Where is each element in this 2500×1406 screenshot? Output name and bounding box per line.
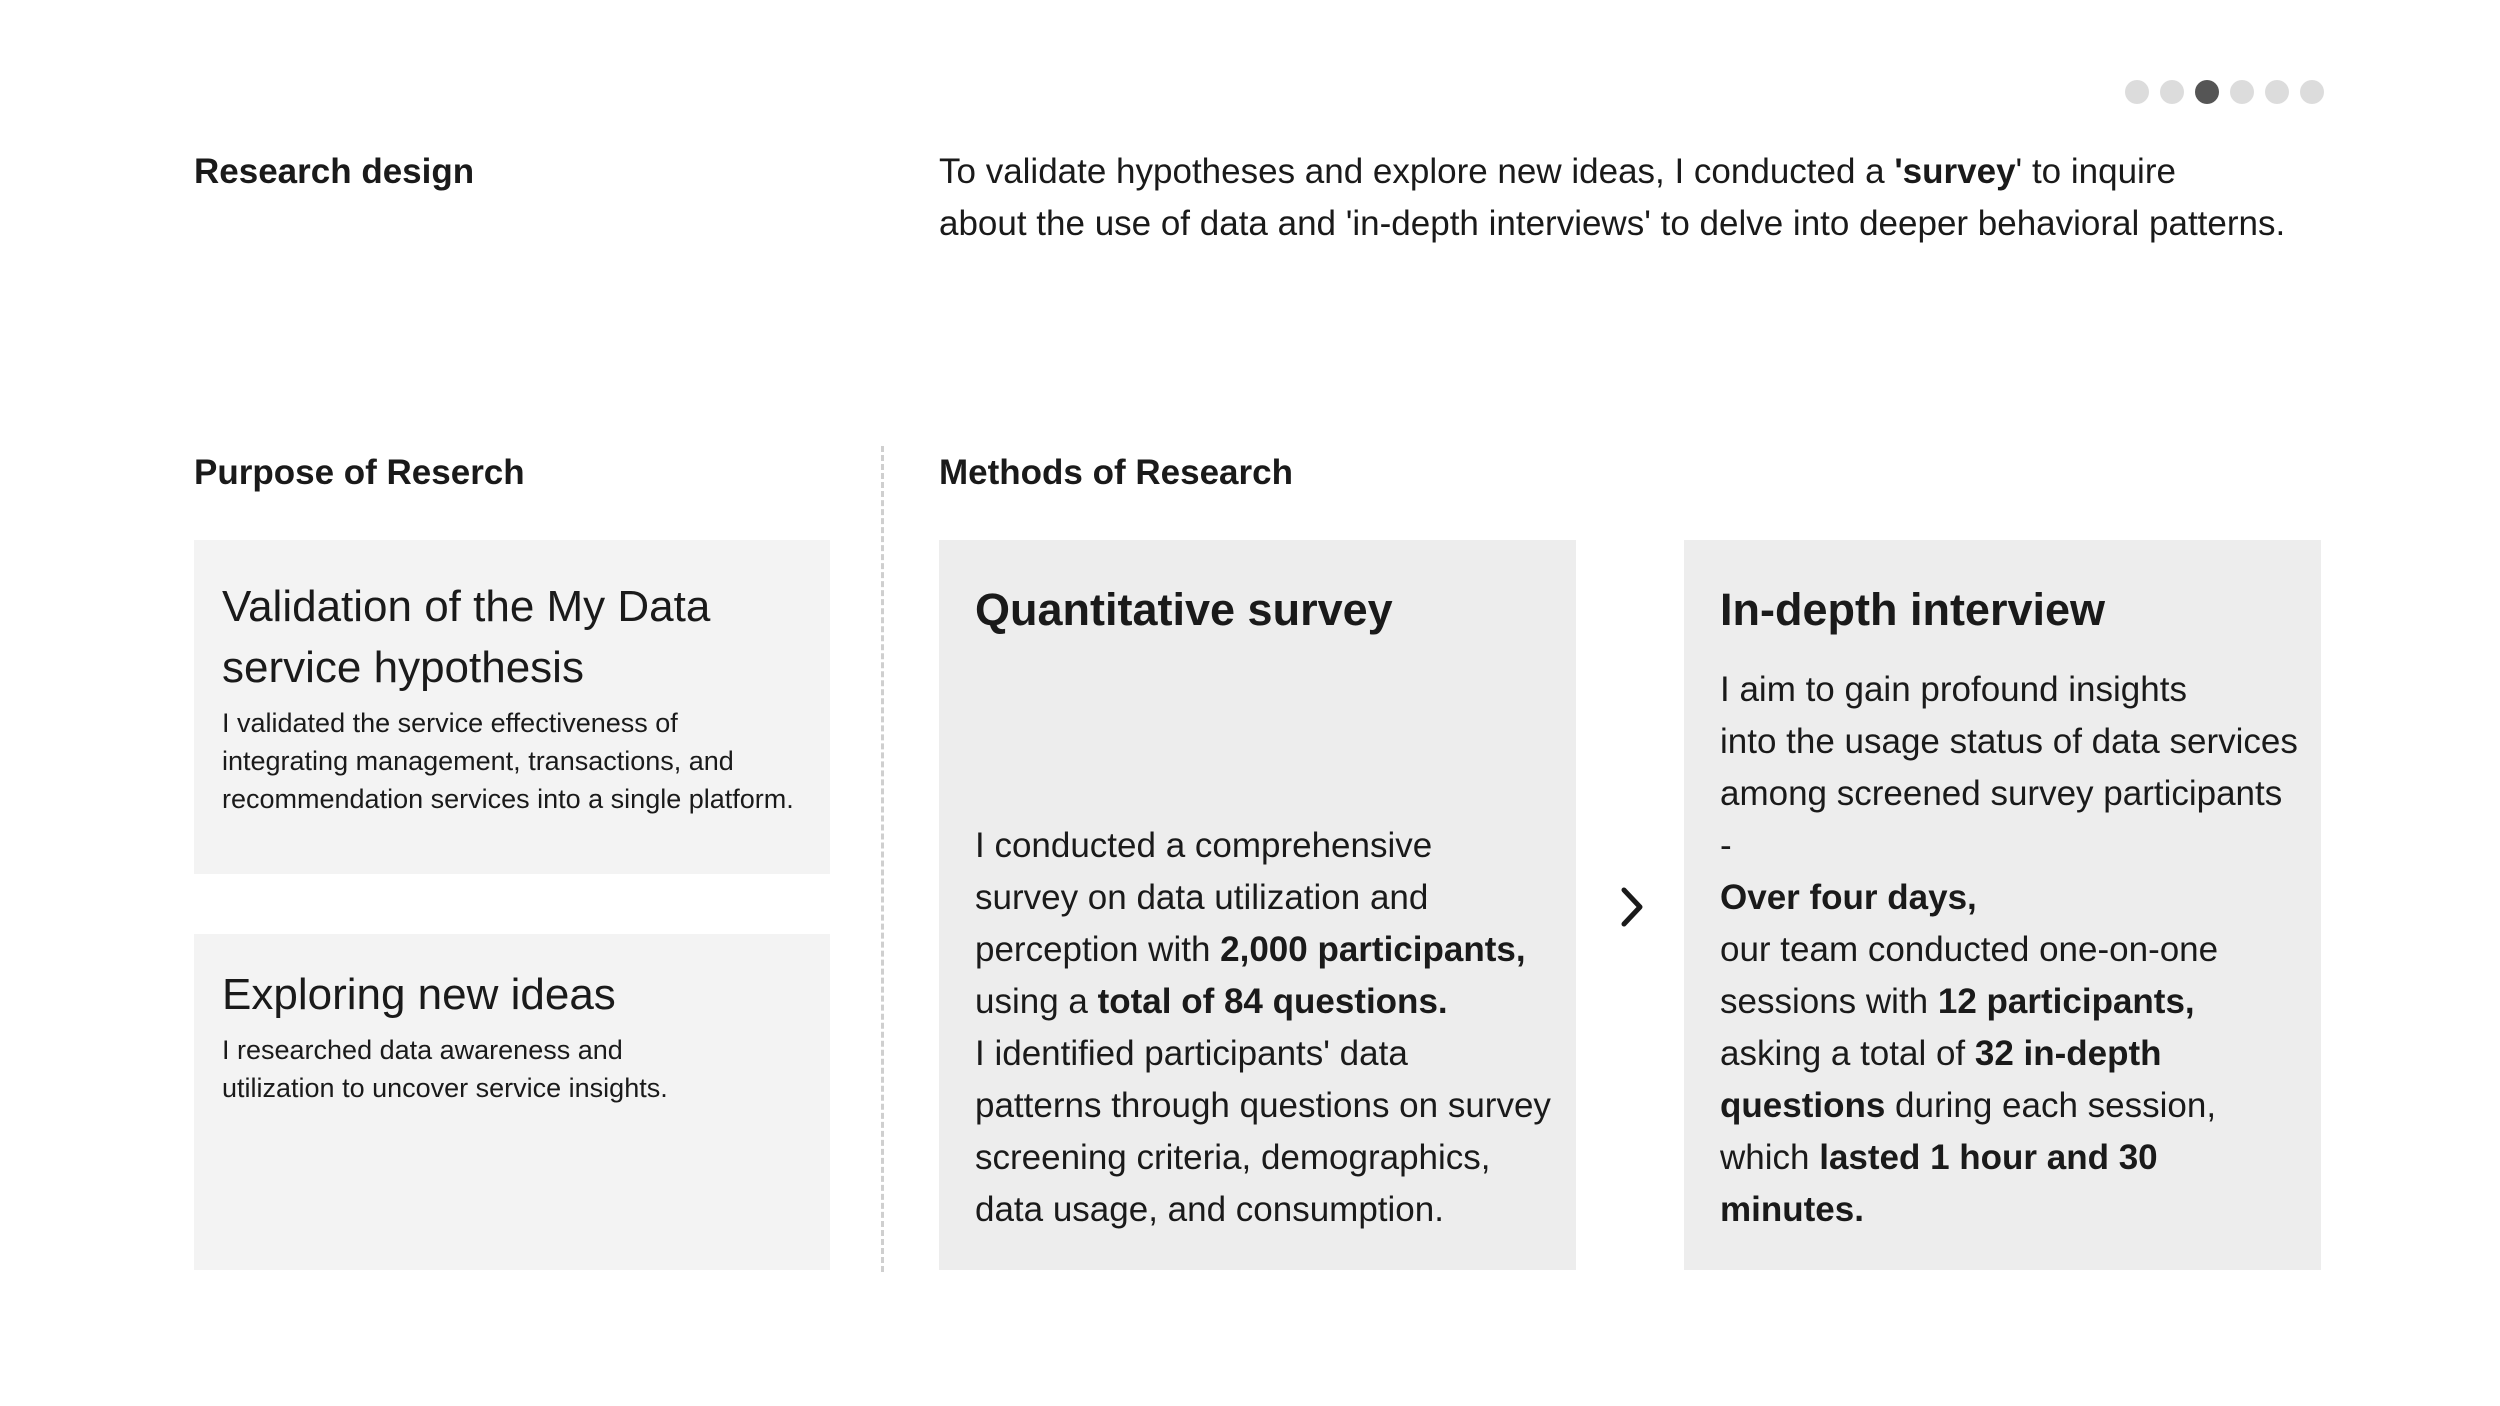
method-card-title: In-depth interview: [1720, 584, 2106, 635]
purpose-label: Purpose of Reserch: [194, 453, 525, 492]
survey-line: patterns through questions on survey: [975, 1086, 1551, 1125]
interview-line: during each session,: [1885, 1086, 2217, 1125]
chevron-right-icon: [1612, 882, 1652, 932]
purpose-card-desc-line2: utilization to uncover service insights.: [222, 1073, 668, 1103]
interview-duration-days: Over four days,: [1720, 878, 1977, 917]
interview-participants-count: 12 participants,: [1937, 982, 2195, 1021]
purpose-card-description: [222, 1031, 802, 1107]
interview-line: I aim to gain profound insights: [1720, 670, 2187, 709]
pagination-dot-1[interactable]: [2125, 80, 2149, 104]
research-design-label: Research design: [194, 152, 475, 191]
purpose-card-title-line1: Validation of the My Data: [222, 582, 711, 631]
survey-line: I identified participants' data: [975, 1034, 1408, 1073]
pagination-dot-6[interactable]: [2300, 80, 2324, 104]
interview-session-length: lasted 1 hour and 30 minutes.: [1720, 1138, 2158, 1229]
interview-questions-word: questions: [1720, 1086, 1886, 1125]
survey-line: screening criteria, demographics,: [975, 1138, 1491, 1177]
pagination-dot-2[interactable]: [2160, 80, 2184, 104]
survey-line: perception with: [975, 930, 1221, 969]
research-design-text-line2: about the use of data and 'in-depth interviews' to delve into deeper behavioral patterns.: [939, 204, 2286, 243]
pagination-dot-5[interactable]: [2265, 80, 2289, 104]
research-design-text-bold: 'survey: [1894, 152, 2016, 191]
survey-line: using a: [975, 982, 1098, 1021]
interview-line: asking a total of: [1720, 1034, 1975, 1073]
research-design-text: [939, 146, 2359, 250]
pagination-dot-4[interactable]: [2230, 80, 2254, 104]
survey-line: survey on data utilization and: [975, 878, 1429, 917]
survey-line: data usage, and consumption.: [975, 1190, 1444, 1229]
purpose-card-desc-line1: I validated the service effectiveness of: [222, 708, 678, 738]
methods-label: Methods of Research: [939, 453, 1293, 492]
interview-line: which: [1720, 1138, 1820, 1177]
purpose-card-desc-line3: recommendation services into a single platform.: [222, 784, 794, 814]
research-design-text-part2: ' to inquire: [2015, 152, 2176, 191]
pagination-dots: [2125, 80, 2324, 104]
method-card-body: [975, 820, 1565, 1236]
interview-line: among screened survey participants: [1720, 774, 2283, 813]
method-card-title: Quantitative survey: [975, 584, 1393, 635]
interview-line: our team conducted one-on-one: [1720, 930, 2219, 969]
method-card-interview: [1684, 540, 2321, 1270]
purpose-card-title: [222, 576, 802, 698]
research-design-text-part1: To validate hypotheses and explore new ideas, I conducted a: [939, 152, 1895, 191]
purpose-card-description: [222, 704, 802, 818]
interview-questions-count: 32 in-depth: [1974, 1034, 2162, 1073]
pagination-dot-3-active[interactable]: [2195, 80, 2219, 104]
interview-line: sessions with: [1720, 982, 1938, 1021]
interview-line: into the usage status of data services: [1720, 722, 2298, 761]
section-divider: [881, 446, 884, 1272]
purpose-card-desc-line1: I researched data awareness and: [222, 1035, 623, 1065]
purpose-card-exploring: [194, 934, 830, 1270]
survey-participants-count: 2,000 participants,: [1220, 930, 1526, 969]
purpose-card-title-line2: service hypothesis: [222, 643, 584, 692]
purpose-card-desc-line2: integrating management, transactions, and: [222, 746, 734, 776]
method-card-survey: [939, 540, 1576, 1270]
interview-line: -: [1720, 826, 1732, 865]
method-card-body: [1720, 664, 2310, 1236]
purpose-card-title: Exploring new ideas: [222, 970, 616, 1019]
purpose-card-validation: [194, 540, 830, 874]
survey-line: I conducted a comprehensive: [975, 826, 1433, 865]
survey-questions-count: total of 84 questions.: [1097, 982, 1448, 1021]
